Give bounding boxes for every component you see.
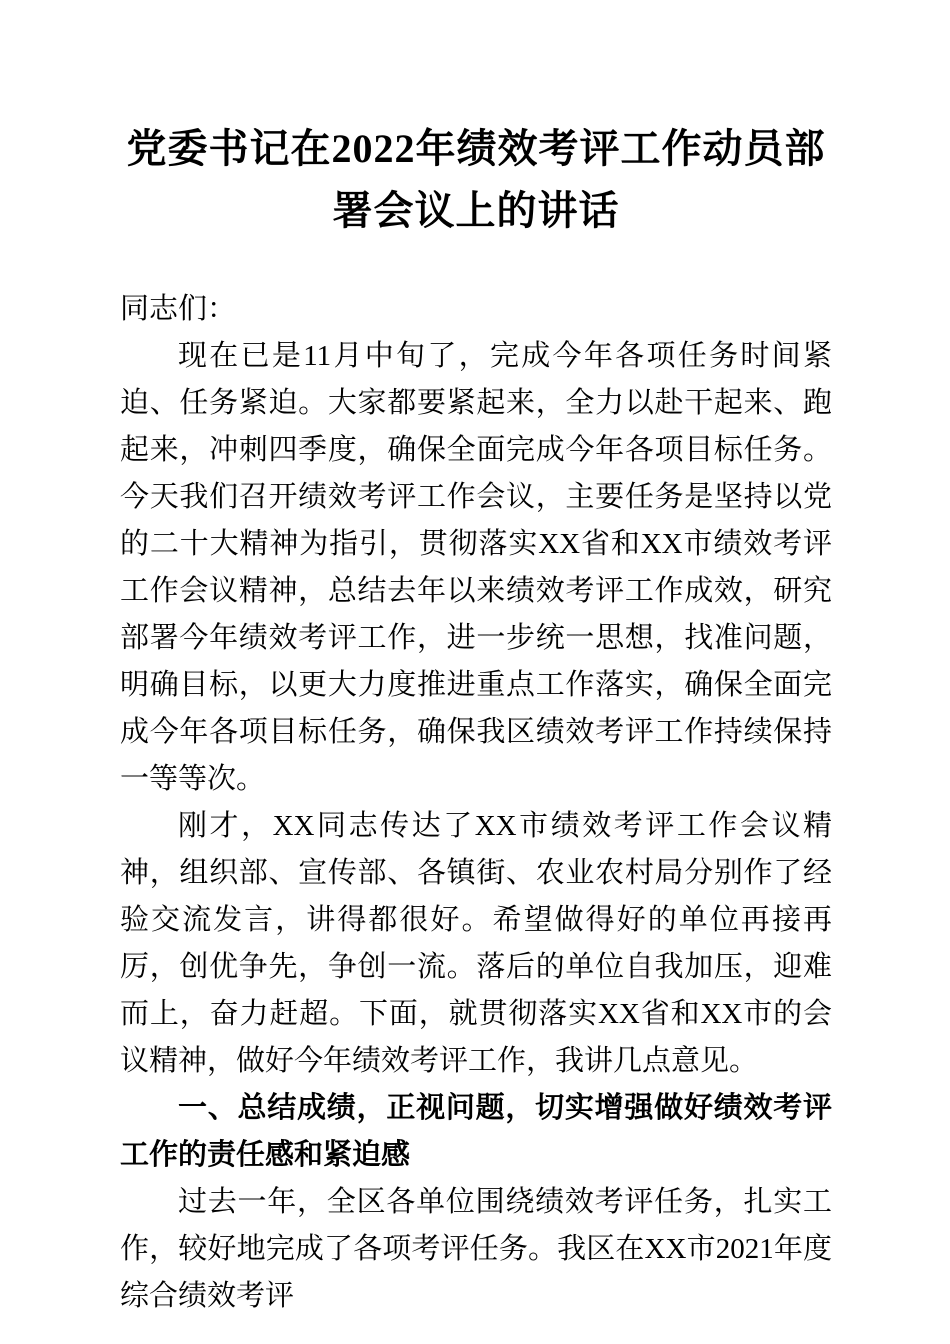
document-title: 党委书记在2022年绩效考评工作动员部署会议上的讲话 [126, 126, 826, 233]
document-body [120, 286, 832, 1320]
section-heading-1: 一、总结成绩，正视问题，切实增强做好绩效考评工作的责任感和紧迫感 [120, 1092, 832, 1171]
salutation: 同志们： [120, 293, 237, 325]
paragraph-1: 现在已是11月中旬了，完成今年各项任务时间紧迫、任务紧迫。大家都要紧起来，全力以赴干起来、跑起来，冲刺四季度，确保全面完成今年各项目标任务。今天我们召开绩效考评工作会议，主要任务是坚持以党的二十大精神为指引，贯彻落实XX省和XX市绩效考评工作会议精神，总结去年以来绩效考评工作成效，研究部署今年绩效考评工作，进一步统一思想，找准问题，明确目标，以更大力度推进重点工作落实，确保全面完成今年各项目标任务，确保我区绩效考评工作持续保持一等等次。 [120, 340, 832, 795]
paragraph-3: 过去一年，全区各单位围绕绩效考评任务，扎实工作，较好地完成了各项考评任务。我区在XX市2021年度综合绩效考评 [120, 1186, 832, 1312]
paragraph-2: 刚才，XX同志传达了XX市绩效考评工作会议精神，组织部、宣传部、各镇街、农业农村局分别作了经验交流发言，讲得都很好。希望做得好的单位再接再厉，创优争先，争创一流。落后的单位自我加压，迎难而上，奋力赶超。下面，就贯彻落实XX省和XX市的会议精神，做好今年绩效考评工作，我讲几点意见。 [120, 810, 832, 1077]
